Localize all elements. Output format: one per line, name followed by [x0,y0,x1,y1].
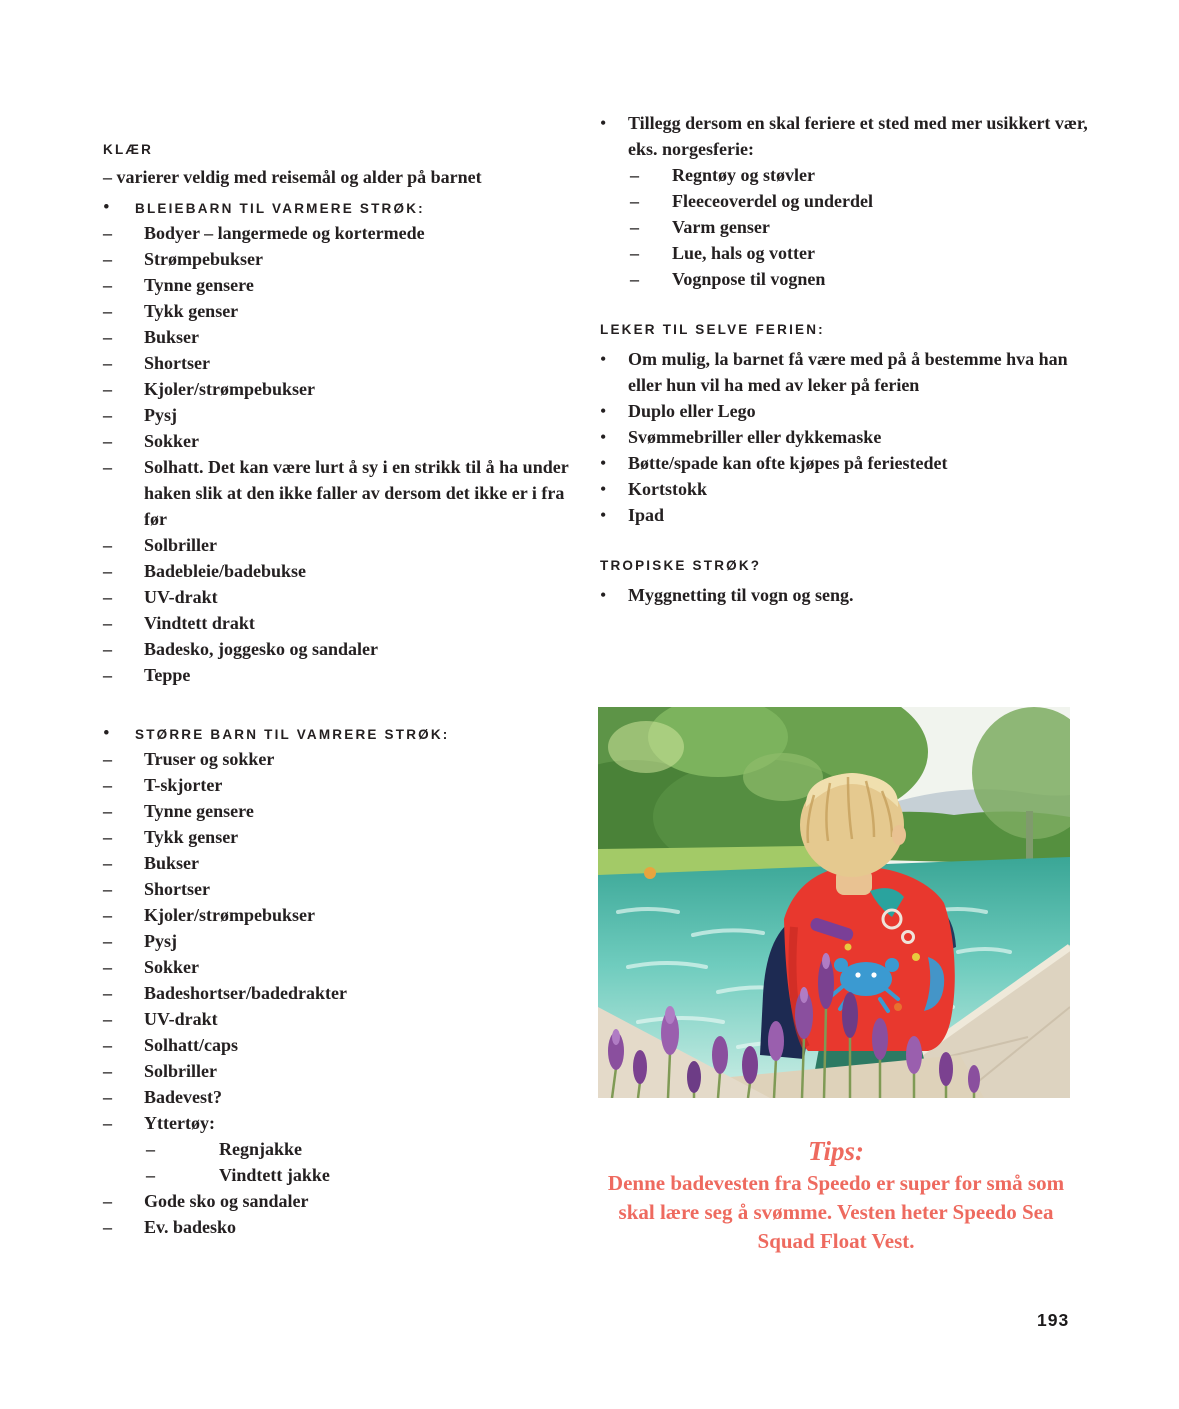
list-item [103,1006,575,1032]
list-item-text: Solhatt. Det kan være lurt å sy i en strikk til å ha under haken slik at den ikke faller av dersom det ikke er i fra før [144,457,569,529]
list-item [103,610,575,636]
list-item-text: Sokker [144,431,200,451]
list-item-text: Tynne gensere [144,801,254,821]
dash-marker: – [103,639,112,659]
list-item [103,798,575,824]
list-item [103,636,575,662]
list-item-text: Badeshortser/badedrakter [144,983,347,1003]
bullet-item [600,346,1092,398]
bullet-item-text: Ipad [628,505,665,525]
list-item-text: Tykk genser [144,827,239,847]
list-item [103,376,575,402]
list-item-text: Shortser [144,879,210,899]
dash-marker: – [103,1087,112,1107]
list-item [103,558,575,584]
right-column [600,110,1092,608]
list-item-text: Regnjakke [219,1139,303,1159]
pool-photo [598,707,1070,1098]
page-number: 193 [1037,1310,1070,1330]
section-title: BLEIEBARN TIL VARMERE STRØK: [135,201,425,216]
list-item-text: Kjoler/strømpebukser [144,905,315,925]
list-item [103,1136,575,1162]
dash-marker: – [146,1139,155,1159]
section-babies-title-row [103,196,575,220]
list-item [103,1032,575,1058]
dash-marker: – [103,327,112,347]
list-item-text: Regntøy og støvler [672,165,815,185]
list-item-text: Sokker [144,957,200,977]
list-item [103,824,575,850]
section-gap [103,688,575,716]
list-item [103,272,575,298]
list-item [103,902,575,928]
dash-marker: – [103,1061,112,1081]
dash-marker: – [103,983,112,1003]
photo-buoy [644,867,656,879]
list-item-text: Fleeceoverdel og underdel [672,191,873,211]
dash-marker: – [103,613,112,633]
list-item-text: Badevest? [144,1087,222,1107]
list-item [103,850,575,876]
dash-list-babies [103,220,575,688]
list-item [600,266,1092,292]
dash-marker: – [103,353,112,373]
list-item-text: Shortser [144,353,210,373]
dash-marker: – [103,853,112,873]
bullet-item [600,582,1092,608]
list-item-text: Gode sko og sandaler [144,1191,309,1211]
dash-marker: – [630,165,639,185]
intro-line: – varierer veldig med reisemål og alder på barnet [103,167,482,187]
bullet-item [600,450,1092,476]
list-item-text: Solhatt/caps [144,1035,239,1055]
bullet-item-text: Svømmebriller eller dykkemaske [628,427,882,447]
dash-marker: – [103,535,112,555]
bullet-item [600,476,1092,502]
bullet-marker: • [600,505,607,525]
dash-marker: – [103,379,112,399]
bullet-item-text: Om mulig, la barnet få være med på å bestemme hva han eller hun vil ha med av leker på ferien [628,349,1068,395]
dash-marker: – [103,1191,112,1211]
dash-marker: – [103,1217,112,1237]
weather-bullet-text: Tillegg dersom en skal feriere et sted med mer usikkert vær, eks. norgesferie: [628,113,1088,159]
bullet-marker: • [600,113,607,133]
dash-marker: – [103,931,112,951]
bullet-item-text: Kortstokk [628,479,708,499]
section-title: STØRRE BARN TIL VAMRERE STRØK: [135,727,450,742]
tips-text: Denne badevesten fra Speedo er super for små som skal lære seg å svømme. Vesten heter Speedo Sea Squad Float Vest. [607,1171,1065,1253]
list-item-text: Lue, hals og votter [672,243,815,263]
dash-marker: – [103,1113,112,1133]
list-item-text: UV-drakt [144,587,218,607]
list-item [103,428,575,454]
list-item [103,772,575,798]
bullet-item-text: Bøtte/spade kan ofte kjøpes på feriestedet [628,453,948,473]
dash-marker: – [630,243,639,263]
list-item-text: Varm genser [672,217,770,237]
dash-marker: – [103,1035,112,1055]
section-older-kids-title-row [103,722,575,746]
list-item-text: Pysj [144,931,177,951]
bullet-item [600,398,1092,424]
list-item [103,1084,575,1110]
dash-marker: – [103,561,112,581]
list-item [103,954,575,980]
list-item [103,1162,575,1188]
bullet-marker: • [103,723,110,744]
list-item [103,584,575,610]
list-item-text: Vindtett drakt [144,613,255,633]
bullet-marker: • [600,349,607,369]
list-item [103,532,575,558]
list-item [103,1214,575,1240]
list-item [103,1110,575,1136]
list-item [103,350,575,376]
list-item [600,188,1092,214]
list-item [103,1188,575,1214]
bullet-marker: • [600,427,607,447]
list-item-text: Tynne gensere [144,275,254,295]
list-item [103,928,575,954]
tips-title: Tips: [808,1136,864,1166]
list-item [103,876,575,902]
list-item-text: Badebleie/badebukse [144,561,307,581]
bullet-item [600,502,1092,528]
list-item-text: Solbriller [144,1061,217,1081]
dash-marker: – [103,249,112,269]
dash-marker: – [103,801,112,821]
clothes-heading: KLÆR [103,142,154,157]
list-item-text: Truser og sokker [144,749,275,769]
list-item-text: UV-drakt [144,1009,218,1029]
list-item-text: Strømpebukser [144,249,264,269]
bullet-marker: • [600,453,607,473]
list-item-text: Pysj [144,405,177,425]
dash-marker: – [103,957,112,977]
list-item [103,454,575,532]
list-item-text: Teppe [144,665,191,685]
toys-heading: LEKER TIL SELVE FERIEN: [600,322,825,337]
list-item [103,220,575,246]
dash-list-older-kids [103,746,575,1240]
tips-block [576,1136,1096,1256]
list-item [103,402,575,428]
bullet-marker: • [600,479,607,499]
bullet-item [600,424,1092,450]
dash-marker: – [103,223,112,243]
bullet-list-toys [600,346,1092,528]
dash-marker: – [103,1009,112,1029]
list-item-text: Vognpose til vognen [672,269,826,289]
dash-marker: – [630,217,639,237]
list-item [103,1058,575,1084]
left-column [103,140,575,1240]
dash-marker: – [103,905,112,925]
list-item-text: Vindtett jakke [219,1165,330,1185]
dash-marker: – [103,301,112,321]
list-item-text: Ev. badesko [144,1217,237,1237]
bullet-marker: • [600,585,607,605]
dash-marker: – [630,269,639,289]
bullet-marker: • [103,197,110,218]
dash-marker: – [103,275,112,295]
dash-list-weather [600,162,1092,292]
dash-marker: – [146,1165,155,1185]
bullet-list-tropics [600,582,1092,608]
list-item [600,162,1092,188]
list-item-text: Bukser [144,327,200,347]
list-item-text: T-skjorter [144,775,223,795]
list-item-text: Badesko, joggesko og sandaler [144,639,379,659]
dash-marker: – [630,191,639,211]
dash-marker: – [103,431,112,451]
list-item [103,324,575,350]
dash-marker: – [103,879,112,899]
dash-marker: – [103,405,112,425]
dash-marker: – [103,587,112,607]
list-item-text: Bodyer – langermede og kortermede [144,223,425,243]
bullet-item-text: Myggnetting til vogn og seng. [628,585,854,605]
list-item [600,214,1092,240]
dash-marker: – [103,665,112,685]
bullet-item-text: Duplo eller Lego [628,401,756,421]
list-item-text: Kjoler/strømpebukser [144,379,315,399]
tropics-heading: TROPISKE STRØK? [600,558,762,573]
dash-marker: – [103,457,112,477]
list-item [103,662,575,688]
list-item [103,298,575,324]
list-item [103,246,575,272]
list-item [103,980,575,1006]
dash-marker: – [103,775,112,795]
weather-bullet-row [600,110,1092,162]
bullet-marker: • [600,401,607,421]
list-item [600,240,1092,266]
list-item-text: Tykk genser [144,301,239,321]
list-item-text: Solbriller [144,535,217,555]
dash-marker: – [103,827,112,847]
list-item [103,746,575,772]
dash-marker: – [103,749,112,769]
list-item-text: Yttertøy: [144,1113,215,1133]
list-item-text: Bukser [144,853,200,873]
